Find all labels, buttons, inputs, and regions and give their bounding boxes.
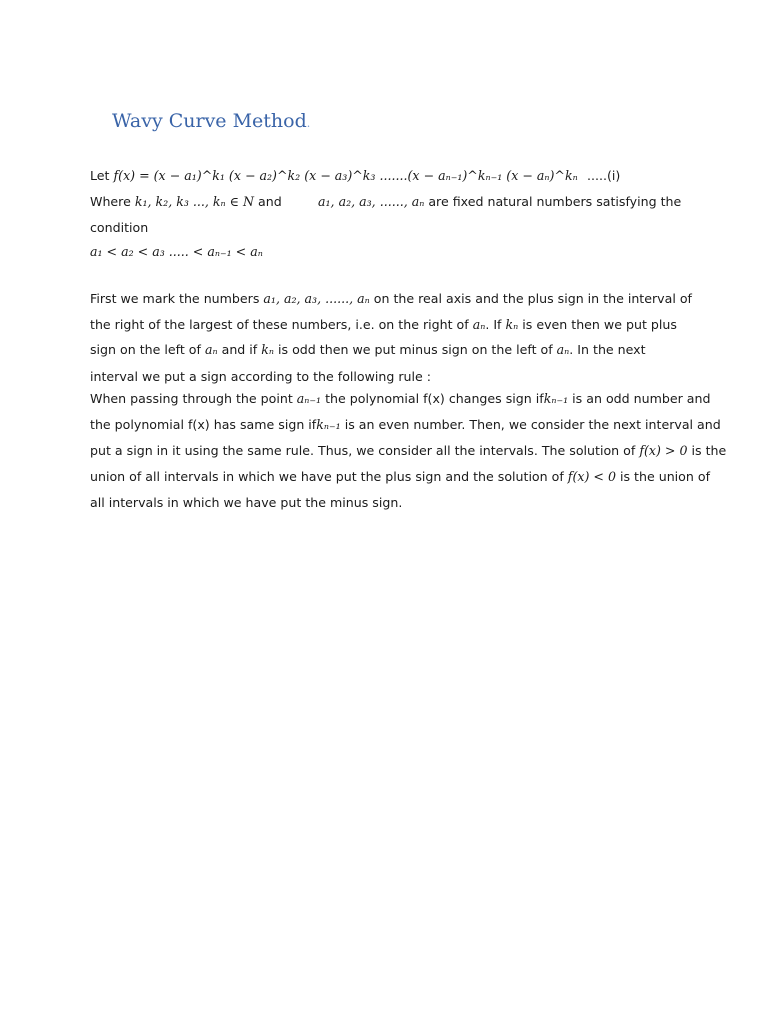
p5-text-a: When passing through the point — [90, 391, 293, 406]
paragraph-line-3 — [90, 340, 646, 360]
where-lead: Where — [90, 194, 131, 209]
p1-text-a: First we mark the numbers — [90, 291, 260, 306]
condition-formula: a₁ < a₂ < a₃ ..... < aₙ₋₁ < aₙ — [90, 244, 263, 259]
p6-text-a: the polynomial f(x) has same sign if — [90, 417, 317, 432]
condition-label: condition — [90, 220, 149, 235]
p5-text-c: is an odd number and — [572, 391, 711, 406]
where-values-line — [318, 192, 681, 212]
definition-formula: f(x) = (x − a₁)^k₁ (x − a₂)^k₂ (x − a₃)^k₃ .......(x − aₙ₋₁)^kₙ₋₁ (x − aₙ)^kₙ — [113, 168, 578, 183]
where-tail: are fixed natural numbers satisfying the — [428, 194, 682, 209]
p3-text-a: sign on the left of — [90, 342, 201, 357]
p6-math-1: kₙ₋₁ — [316, 417, 341, 432]
p8-text-b: is the union of — [619, 469, 711, 484]
paragraph-line-1 — [90, 289, 692, 309]
p8-math-1: f(x) < 0 — [567, 469, 616, 484]
p2-math-1: aₙ — [472, 317, 486, 332]
p5-text-b: the polynomial f(x) changes sign if — [325, 391, 544, 406]
p5-math-1: aₙ₋₁ — [296, 391, 322, 406]
condition-formula-line — [90, 242, 263, 262]
p7-text-a: put a sign in it using the same rule. Thus, we consider all the intervals. The solution of — [90, 443, 636, 458]
p3-math-2: kₙ — [261, 342, 275, 357]
p1-math: a₁, a₂, a₃, ......, aₙ — [263, 291, 370, 306]
paragraph-line-8 — [90, 467, 710, 487]
p3-text-b: and if — [221, 342, 258, 357]
paragraph-line-2 — [90, 315, 677, 335]
p1-text-b: on the real axis and the plus sign in the interval of — [373, 291, 692, 306]
paragraph-line-9: all intervals in which we have put the minus sign. — [90, 495, 403, 510]
where-set: k₁, k₂, k₃ ..., kₙ ∈ N — [134, 194, 255, 209]
p2-text-c: is even then we put plus — [522, 317, 677, 332]
definition-line — [90, 166, 578, 186]
where-and: and — [258, 194, 282, 209]
p8-text-a: union of all intervals in which we have put the plus sign and the solution of — [90, 469, 564, 484]
p6-text-b: is an even number. Then, we consider the next interval and — [344, 417, 721, 432]
p3-math-1: aₙ — [204, 342, 218, 357]
p5-math-2: kₙ₋₁ — [543, 391, 569, 406]
where-values: a₁, a₂, a₃, ......, aₙ — [318, 194, 425, 209]
title-text: Wavy Curve Method — [112, 110, 307, 132]
definition-lead: Let — [90, 168, 110, 183]
p2-math-2: kₙ — [505, 317, 519, 332]
p2-text-a: the right of the largest of these numbers, i.e. on the right of — [90, 317, 469, 332]
document-title — [112, 108, 310, 137]
p3-math-3: aₙ — [556, 342, 570, 357]
p7-text-b: is the — [691, 443, 727, 458]
p3-text-d: . In the next — [569, 342, 646, 357]
p2-text-b: . If — [485, 317, 502, 332]
where-line — [90, 192, 282, 212]
paragraph-line-4: interval we put a sign according to the following rule : — [90, 369, 432, 384]
p7-math-1: f(x) > 0 — [639, 443, 688, 458]
p3-text-c: is odd then we put minus sign on the left of — [278, 342, 553, 357]
paragraph-line-5 — [90, 389, 710, 409]
title-suffix: . — [306, 117, 311, 130]
paragraph-line-6 — [90, 415, 721, 435]
paragraph-line-7 — [90, 441, 726, 461]
equation-tag: .....(i) — [587, 168, 621, 183]
